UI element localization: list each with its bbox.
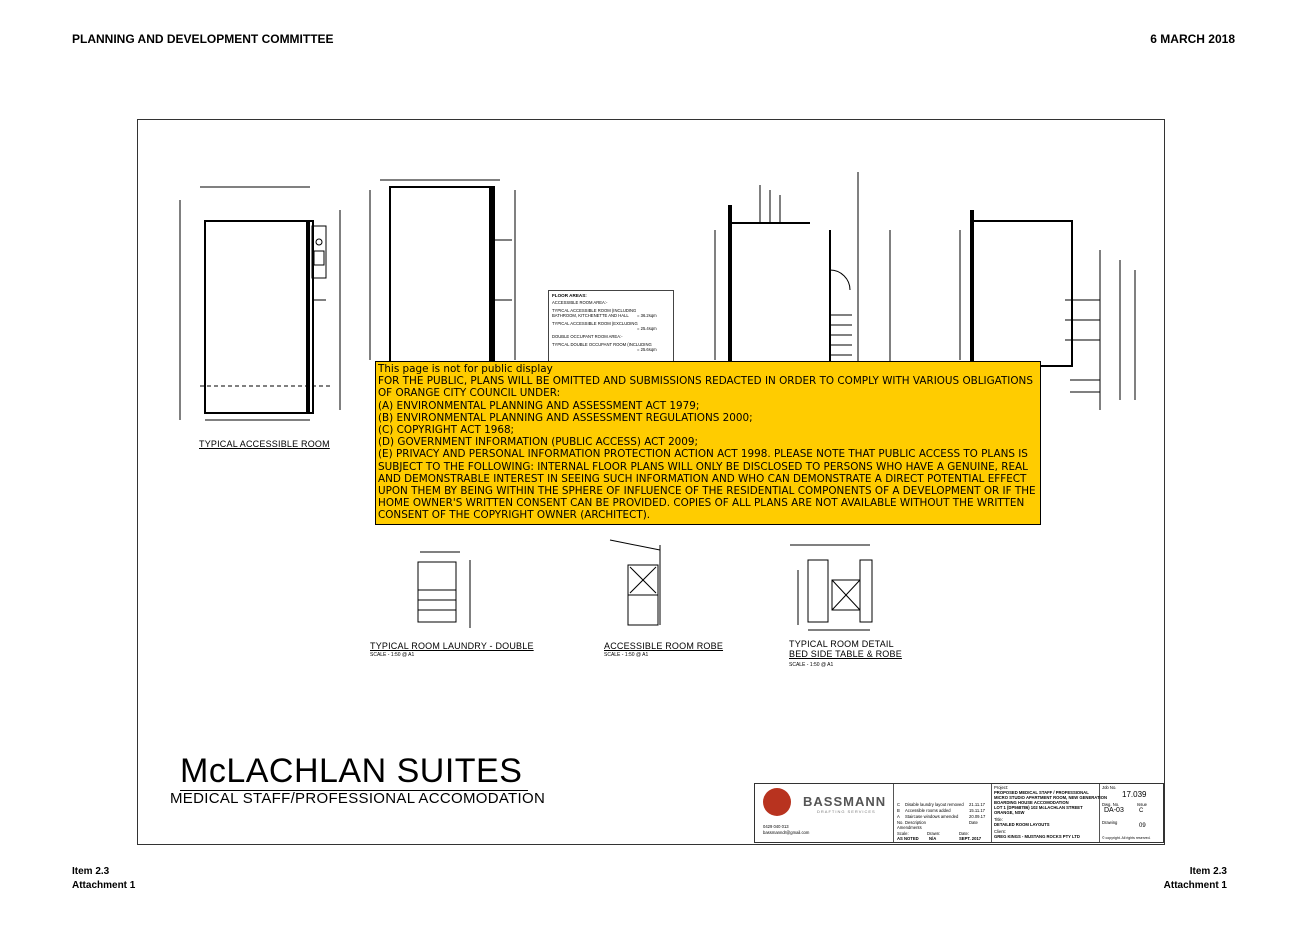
floor-areas-row: TYPICAL ACCESSIBLE ROOM (INCLUDING xyxy=(552,308,637,313)
label-laundry: TYPICAL ROOM LAUNDRY - DOUBLE xyxy=(370,641,534,651)
amendment-desc: Staircase windows amended xyxy=(905,814,959,819)
page-header-left: PLANNING AND DEVELOPMENT COMMITTEE xyxy=(72,32,334,46)
amendment-header-rev: No. xyxy=(897,820,904,825)
floor-areas-row: ACCESSIBLE ROOM AREA:- xyxy=(552,300,608,305)
drawing-label: Drawing xyxy=(1102,820,1118,825)
project-line: LOT 1 (DP568786) 102 McLACHLAN STREET xyxy=(994,805,1083,810)
label-detail-line2: BED SIDE TABLE & ROBE xyxy=(789,649,902,659)
amendment-rev: C xyxy=(897,802,901,807)
notice-line: (A) ENVIRONMENTAL PLANNING AND ASSESSMENT ACT 1979; xyxy=(378,399,700,412)
confidentiality-notice xyxy=(375,361,1041,525)
scale-label: Scale: xyxy=(897,831,909,836)
title-label: Title: xyxy=(994,817,1003,822)
copyright-text: © copyright. All rights reserved. xyxy=(1102,836,1151,840)
label-accessible-room: TYPICAL ACCESSIBLE ROOM xyxy=(199,439,330,449)
amendment-header-desc: Description xyxy=(905,820,926,825)
project-label: Project: xyxy=(994,785,1009,790)
floor-areas-value: = 25.6sqm xyxy=(637,347,657,352)
amendment-rev: B xyxy=(897,808,900,813)
project-line: ORANGE, NSW xyxy=(994,810,1025,815)
scale-detail: SCALE - 1:50 @ A1 xyxy=(789,662,834,668)
scale-value: AS NOTED xyxy=(897,836,919,841)
company-name: BASSMANN xyxy=(803,794,887,809)
floor-areas-value: = 25.4sqm xyxy=(637,326,657,331)
floor-areas-row: TYPICAL ACCESSIBLE ROOM (EXCLUDING xyxy=(552,321,638,326)
date-value: SEPT. 2017 xyxy=(959,836,982,841)
amendment-header-date: Date xyxy=(969,820,978,825)
footer-item: Item 2.3 xyxy=(1189,866,1227,877)
dwg-label: Dwg. No. xyxy=(1102,802,1120,807)
date-label: Date: xyxy=(959,831,970,836)
project-line: MICRO STUDIO APARTMENT ROOM, NEW GENERATION xyxy=(994,795,1107,800)
footer-attachment: Attachment 1 xyxy=(72,880,136,891)
amendment-date: 15.11.17 xyxy=(969,808,985,813)
page-header-right: 6 MARCH 2018 xyxy=(1150,32,1235,46)
amendment-date: 21.11.17 xyxy=(969,802,985,807)
issue-value: C xyxy=(1139,808,1144,814)
floor-areas-row: DOUBLE OCCUPANT ROOM AREA:- xyxy=(552,334,623,339)
project-title: McLACHLAN SUITES xyxy=(180,752,528,791)
notice-line: (B) ENVIRONMENTAL PLANNING AND ASSESSMENT REGULATIONS 2000; xyxy=(378,411,753,424)
notice-line: This page is not for public display xyxy=(378,363,553,375)
notice-line: (D) GOVERNMENT INFORMATION (PUBLIC ACCESS) ACT 2009; xyxy=(378,436,699,449)
company-phone: 0429 040 013 xyxy=(763,824,789,829)
amendment-desc: Disable laundry layout removed xyxy=(905,802,964,807)
floor-areas-row: TYPICAL DOUBLE OCCUPANT ROOM (INCLUDING xyxy=(552,342,652,347)
label-robe: ACCESSIBLE ROOM ROBE xyxy=(604,641,724,651)
notice-line: (E) PRIVACY AND PERSONAL INFORMATION PROTECTION ACTION ACT 1998. PLEASE NOTE THAT PUBLIC ACCESS TO PLANS IS SUBJECT TO THE FOLLOWING: INTERNAL FLOOR PLANS WILL ONLY BE DISCLOSED TO PERSONS WHO HAVE A GENUINE, REAL AND DEMONSTRABLE INTEREST IN SEEING SUCH INFORMATION AND WHO CAN DEMONSTRATE A DIRECT POTENTIAL EFFECT UPON THEM BY BEING WITHIN THE SPHERE OF INFLUENCE OF THE RESIDENTIAL COMPONENTS OF A DEVELOPMENT OR IF THE HOME OWNER'S WRITTEN CONSENT CAN BE PROVIDED. COPIES OF ALL PLANS ARE NOT AVAILABLE WITHOUT THE WRITTEN CONSENT OF THE COPYRIGHT OWNER (ARCHITECT). xyxy=(378,448,1036,522)
drawing-value: 09 xyxy=(1139,823,1146,829)
notice-line: (C) COPYRIGHT ACT 1968; xyxy=(378,424,515,437)
title-value: DETAILED ROOM LAYOUTS xyxy=(994,822,1050,827)
amendment-rev: A xyxy=(897,814,900,819)
amendments-label: Amendments xyxy=(897,825,922,830)
floor-areas-table xyxy=(548,290,674,364)
job-value: 17.039 xyxy=(1122,790,1147,799)
project-subtitle: MEDICAL STAFF/PROFESSIONAL ACCOMODATION xyxy=(170,790,546,807)
footer-item: Item 2.3 xyxy=(72,866,110,877)
floor-areas-row: BATHROOM, KITCHENETTE AND HALL xyxy=(552,313,629,318)
job-label: Job No. xyxy=(1102,785,1117,790)
page-footer-right xyxy=(1164,865,1227,893)
notice-line: FOR THE PUBLIC, PLANS WILL BE OMITTED AND SUBMISSIONS REDACTED IN ORDER TO COMPLY WITH VARIOUS OBLIGATIONS OF ORANGE CITY COUNCIL UNDER: xyxy=(378,375,1033,400)
project-line: BOARDING HOUSE ACCOMODATION xyxy=(994,800,1069,805)
amendment-date: 20.09.17 xyxy=(969,814,986,819)
client-label: Client: xyxy=(994,829,1006,834)
title-block xyxy=(754,783,1164,843)
page-footer-left xyxy=(72,865,135,893)
dwg-value: DA-03 xyxy=(1104,807,1124,814)
drawn-label: Drawn: xyxy=(927,831,941,836)
project-line: PROPOSED MEDICAL STAFF / PROFESSIONAL xyxy=(994,790,1089,795)
footer-attachment: Attachment 1 xyxy=(1163,880,1227,891)
drawn-value: N/A xyxy=(929,836,937,841)
company-logo-icon xyxy=(763,788,791,816)
floor-areas-value: = 36.2sqm xyxy=(637,313,657,318)
scale-laundry: SCALE - 1:50 @ A1 xyxy=(370,652,415,658)
scale-robe: SCALE - 1:50 @ A1 xyxy=(604,652,649,658)
company-subtitle: DRAFTING SERVICES xyxy=(817,809,876,814)
client-value: GREG KINGS - MUSTANG ROCKS PTY LTD xyxy=(994,834,1080,839)
company-email: bassmanndr@gmail.com xyxy=(763,830,810,835)
floor-areas-title: FLOOR AREAS: xyxy=(552,293,587,298)
label-detail-line1: TYPICAL ROOM DETAIL xyxy=(789,639,894,649)
amendment-desc: Accessible rooms added xyxy=(905,808,951,813)
issue-label: Issue xyxy=(1137,802,1148,807)
